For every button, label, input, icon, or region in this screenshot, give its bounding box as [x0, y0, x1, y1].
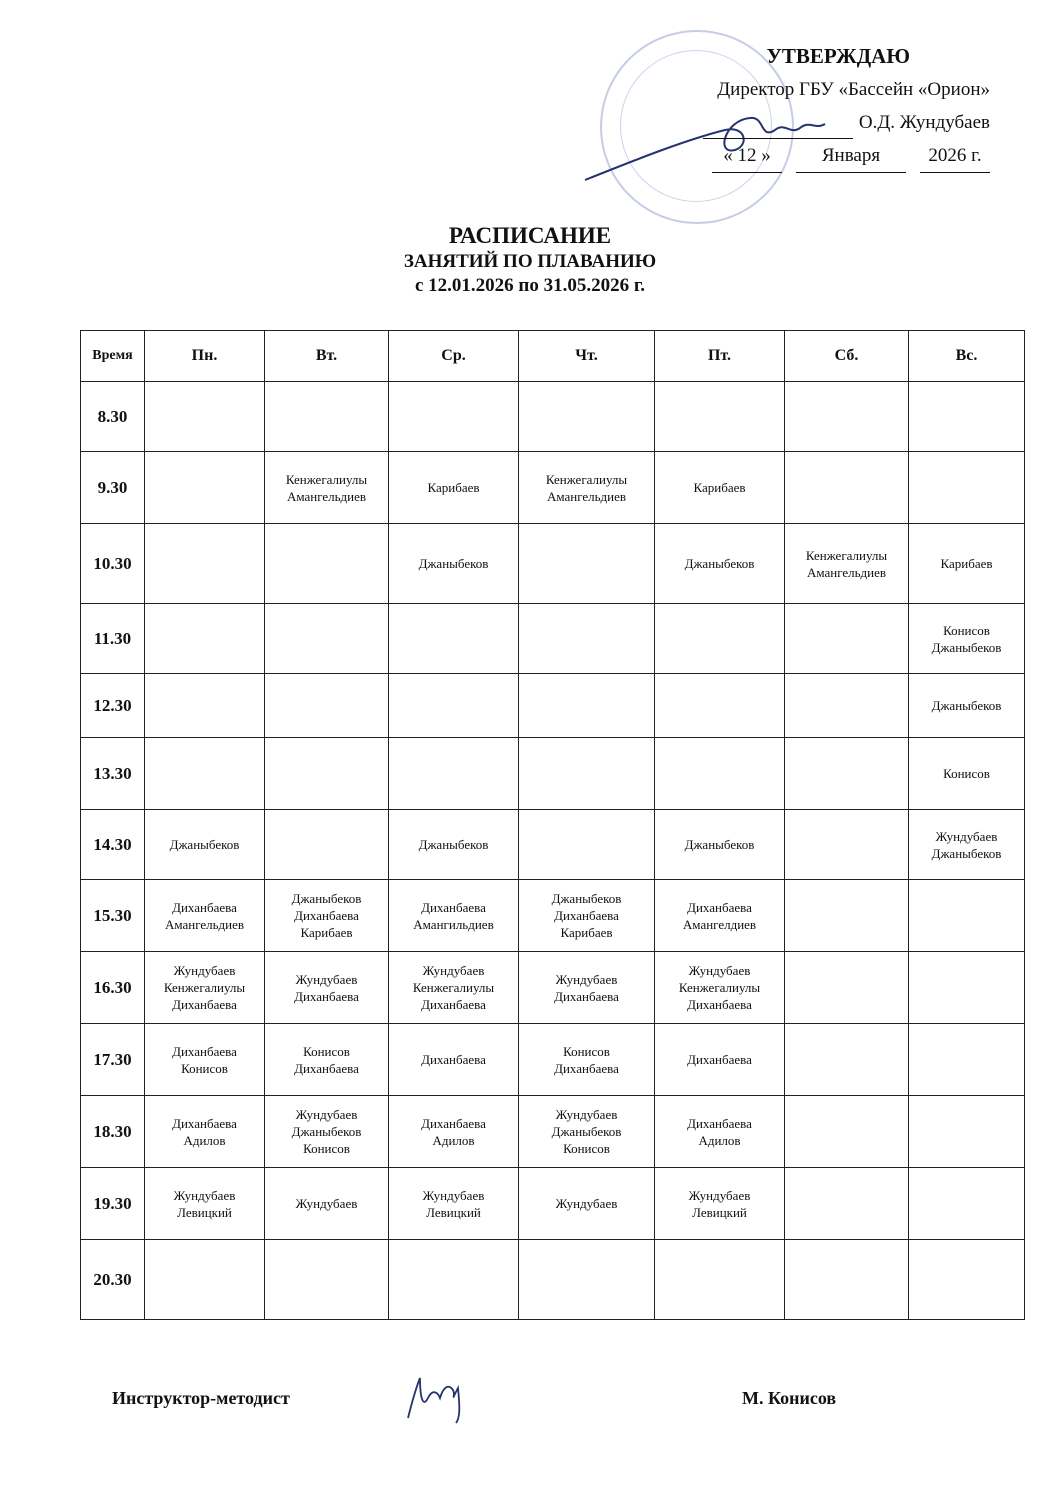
time-cell: 8.30	[81, 382, 145, 452]
table-row	[81, 880, 1025, 952]
schedule-cell	[389, 604, 519, 674]
schedule-cell	[145, 738, 265, 810]
column-header: Сб.	[785, 331, 909, 382]
schedule-cell: Жундубаев Кенжегалиулы Диханбаева	[145, 952, 265, 1024]
schedule-table	[80, 330, 1025, 1320]
schedule-cell	[389, 382, 519, 452]
schedule-cell	[265, 810, 389, 880]
approval-heading: УТВЕРЖДАЮ	[766, 44, 910, 68]
schedule-cell	[785, 738, 909, 810]
schedule-cell: Жундубаев Левицкий	[655, 1168, 785, 1240]
schedule-cell	[785, 1168, 909, 1240]
table-row	[81, 1024, 1025, 1096]
time-cell: 11.30	[81, 604, 145, 674]
time-cell: 15.30	[81, 880, 145, 952]
director-position: Директор ГБУ «Бассейн «Орион»	[717, 79, 990, 100]
schedule-cell	[389, 674, 519, 738]
schedule-cell	[785, 382, 909, 452]
table-body	[81, 382, 1025, 1320]
column-header: Вс.	[909, 331, 1025, 382]
schedule-cell	[655, 604, 785, 674]
approval-block	[650, 40, 990, 173]
time-cell: 16.30	[81, 952, 145, 1024]
column-header: Пт.	[655, 331, 785, 382]
schedule-cell: Жундубаев Левицкий	[389, 1168, 519, 1240]
schedule-cell	[145, 604, 265, 674]
schedule-cell: Жундубаев Джаныбеков	[909, 810, 1025, 880]
table-row	[81, 1240, 1025, 1320]
schedule-cell	[519, 1240, 655, 1320]
table-row	[81, 452, 1025, 524]
time-cell: 12.30	[81, 674, 145, 738]
schedule-cell: Джаныбеков	[145, 810, 265, 880]
instructor-name: М. Конисов	[742, 1388, 837, 1408]
schedule-cell: Джаныбеков	[655, 810, 785, 880]
table-row	[81, 952, 1025, 1024]
schedule-cell	[265, 738, 389, 810]
schedule-cell: Диханбаева Амангильдиев	[389, 880, 519, 952]
schedule-cell: Жундубаев Диханбаева	[265, 952, 389, 1024]
schedule-cell	[909, 1240, 1025, 1320]
time-cell: 20.30	[81, 1240, 145, 1320]
time-cell: 14.30	[81, 810, 145, 880]
schedule-cell: Джаныбеков	[909, 674, 1025, 738]
table-row	[81, 1096, 1025, 1168]
schedule-cell: Карибаев	[909, 524, 1025, 604]
schedule-cell	[265, 524, 389, 604]
schedule-cell	[519, 810, 655, 880]
time-cell: 9.30	[81, 452, 145, 524]
schedule-cell	[785, 880, 909, 952]
schedule-cell	[785, 604, 909, 674]
approval-day: « 12 »	[712, 139, 782, 173]
schedule-cell: Джаныбеков	[389, 810, 519, 880]
schedule-cell	[785, 1240, 909, 1320]
schedule-cell	[265, 1240, 389, 1320]
time-cell: 19.30	[81, 1168, 145, 1240]
schedule-cell: Жундубаев Левицкий	[145, 1168, 265, 1240]
time-cell: 18.30	[81, 1096, 145, 1168]
director-line	[650, 106, 990, 139]
schedule-cell	[785, 1096, 909, 1168]
schedule-cell	[389, 1240, 519, 1320]
schedule-cell: Карибаев	[655, 452, 785, 524]
title-line-3: с 12.01.2026 по 31.05.2026 г.	[414, 275, 646, 296]
instructor-signature	[398, 1368, 478, 1428]
schedule-cell	[655, 674, 785, 738]
time-cell: 17.30	[81, 1024, 145, 1096]
schedule-cell: Жундубаев	[519, 1168, 655, 1240]
table-row	[81, 524, 1025, 604]
schedule-cell	[909, 452, 1025, 524]
schedule-cell	[785, 452, 909, 524]
schedule-cell: Диханбаева Адилов	[655, 1096, 785, 1168]
schedule-cell	[519, 524, 655, 604]
document-title	[0, 222, 1060, 298]
column-header: Вт.	[265, 331, 389, 382]
schedule-cell	[909, 952, 1025, 1024]
schedule-cell: Диханбаева	[389, 1024, 519, 1096]
schedule-cell	[265, 382, 389, 452]
schedule-cell: Диханбаева Конисов	[145, 1024, 265, 1096]
schedule-cell: Кенжегалиулы Амангельдиев	[519, 452, 655, 524]
schedule-cell	[145, 452, 265, 524]
schedule-cell: Конисов Диханбаева	[519, 1024, 655, 1096]
table-row	[81, 382, 1025, 452]
schedule-cell: Жундубаев Кенжегалиулы Диханбаева	[389, 952, 519, 1024]
column-header: Чт.	[519, 331, 655, 382]
schedule-cell	[145, 674, 265, 738]
schedule-cell	[909, 880, 1025, 952]
schedule-cell	[519, 382, 655, 452]
schedule-cell: Диханбаева Амангельдиев	[145, 880, 265, 952]
approval-year: 2026 г.	[920, 139, 990, 173]
schedule-cell	[145, 1240, 265, 1320]
schedule-cell: Диханбаева	[655, 1024, 785, 1096]
table-row	[81, 604, 1025, 674]
schedule-cell: Жундубаев Джаныбеков Конисов	[265, 1096, 389, 1168]
schedule-cell	[519, 604, 655, 674]
schedule-cell	[785, 674, 909, 738]
schedule-cell: Конисов	[909, 738, 1025, 810]
schedule-cell	[519, 674, 655, 738]
schedule-cell	[785, 952, 909, 1024]
schedule-cell	[519, 738, 655, 810]
schedule-cell: Жундубаев Джаныбеков Конисов	[519, 1096, 655, 1168]
time-cell: 10.30	[81, 524, 145, 604]
column-header: Время	[81, 331, 145, 382]
schedule-cell: Жундубаев Кенжегалиулы Диханбаева	[655, 952, 785, 1024]
title-line-2: ЗАНЯТИЙ ПО ПЛАВАНИЮ	[403, 251, 657, 272]
director-name: О.Д. Жундубаев	[858, 112, 990, 133]
schedule-cell	[145, 382, 265, 452]
title-line-1: РАСПИСАНИЕ	[448, 223, 612, 248]
schedule-cell	[655, 382, 785, 452]
table-row	[81, 1168, 1025, 1240]
schedule-cell: Джаныбеков	[389, 524, 519, 604]
table-header-row	[81, 331, 1025, 382]
schedule-cell: Карибаев	[389, 452, 519, 524]
schedule-cell	[389, 738, 519, 810]
schedule-cell	[785, 1024, 909, 1096]
schedule-cell: Джаныбеков Диханбаева Карибаев	[265, 880, 389, 952]
schedule-cell	[145, 524, 265, 604]
schedule-cell: Диханбаева Адилов	[389, 1096, 519, 1168]
column-header: Ср.	[389, 331, 519, 382]
schedule-cell: Жундубаев Диханбаева	[519, 952, 655, 1024]
schedule-cell: Джаныбеков Диханбаева Карибаев	[519, 880, 655, 952]
schedule-cell	[909, 1168, 1025, 1240]
table-row	[81, 674, 1025, 738]
schedule-cell: Кенжегалиулы Амангельдиев	[785, 524, 909, 604]
schedule-cell: Жундубаев	[265, 1168, 389, 1240]
schedule-cell	[265, 674, 389, 738]
schedule-cell: Диханбаева Амангелдиев	[655, 880, 785, 952]
schedule-cell: Кенжегалиулы Амангельдиев	[265, 452, 389, 524]
approval-month: Января	[796, 139, 906, 173]
table-row	[81, 738, 1025, 810]
schedule-cell	[265, 604, 389, 674]
schedule-cell: Конисов Джаныбеков	[909, 604, 1025, 674]
signature-line	[703, 118, 853, 139]
column-header: Пн.	[145, 331, 265, 382]
schedule-cell	[655, 738, 785, 810]
schedule-cell	[909, 1096, 1025, 1168]
schedule-cell: Конисов Диханбаева	[265, 1024, 389, 1096]
schedule-cell	[785, 810, 909, 880]
table-row	[81, 810, 1025, 880]
schedule-cell	[909, 382, 1025, 452]
approval-date	[650, 139, 990, 173]
time-cell: 13.30	[81, 738, 145, 810]
instructor-role: Инструктор-методист	[112, 1388, 290, 1408]
schedule-cell	[909, 1024, 1025, 1096]
schedule-cell: Джаныбеков	[655, 524, 785, 604]
schedule-cell	[655, 1240, 785, 1320]
schedule-cell: Диханбаева Адилов	[145, 1096, 265, 1168]
